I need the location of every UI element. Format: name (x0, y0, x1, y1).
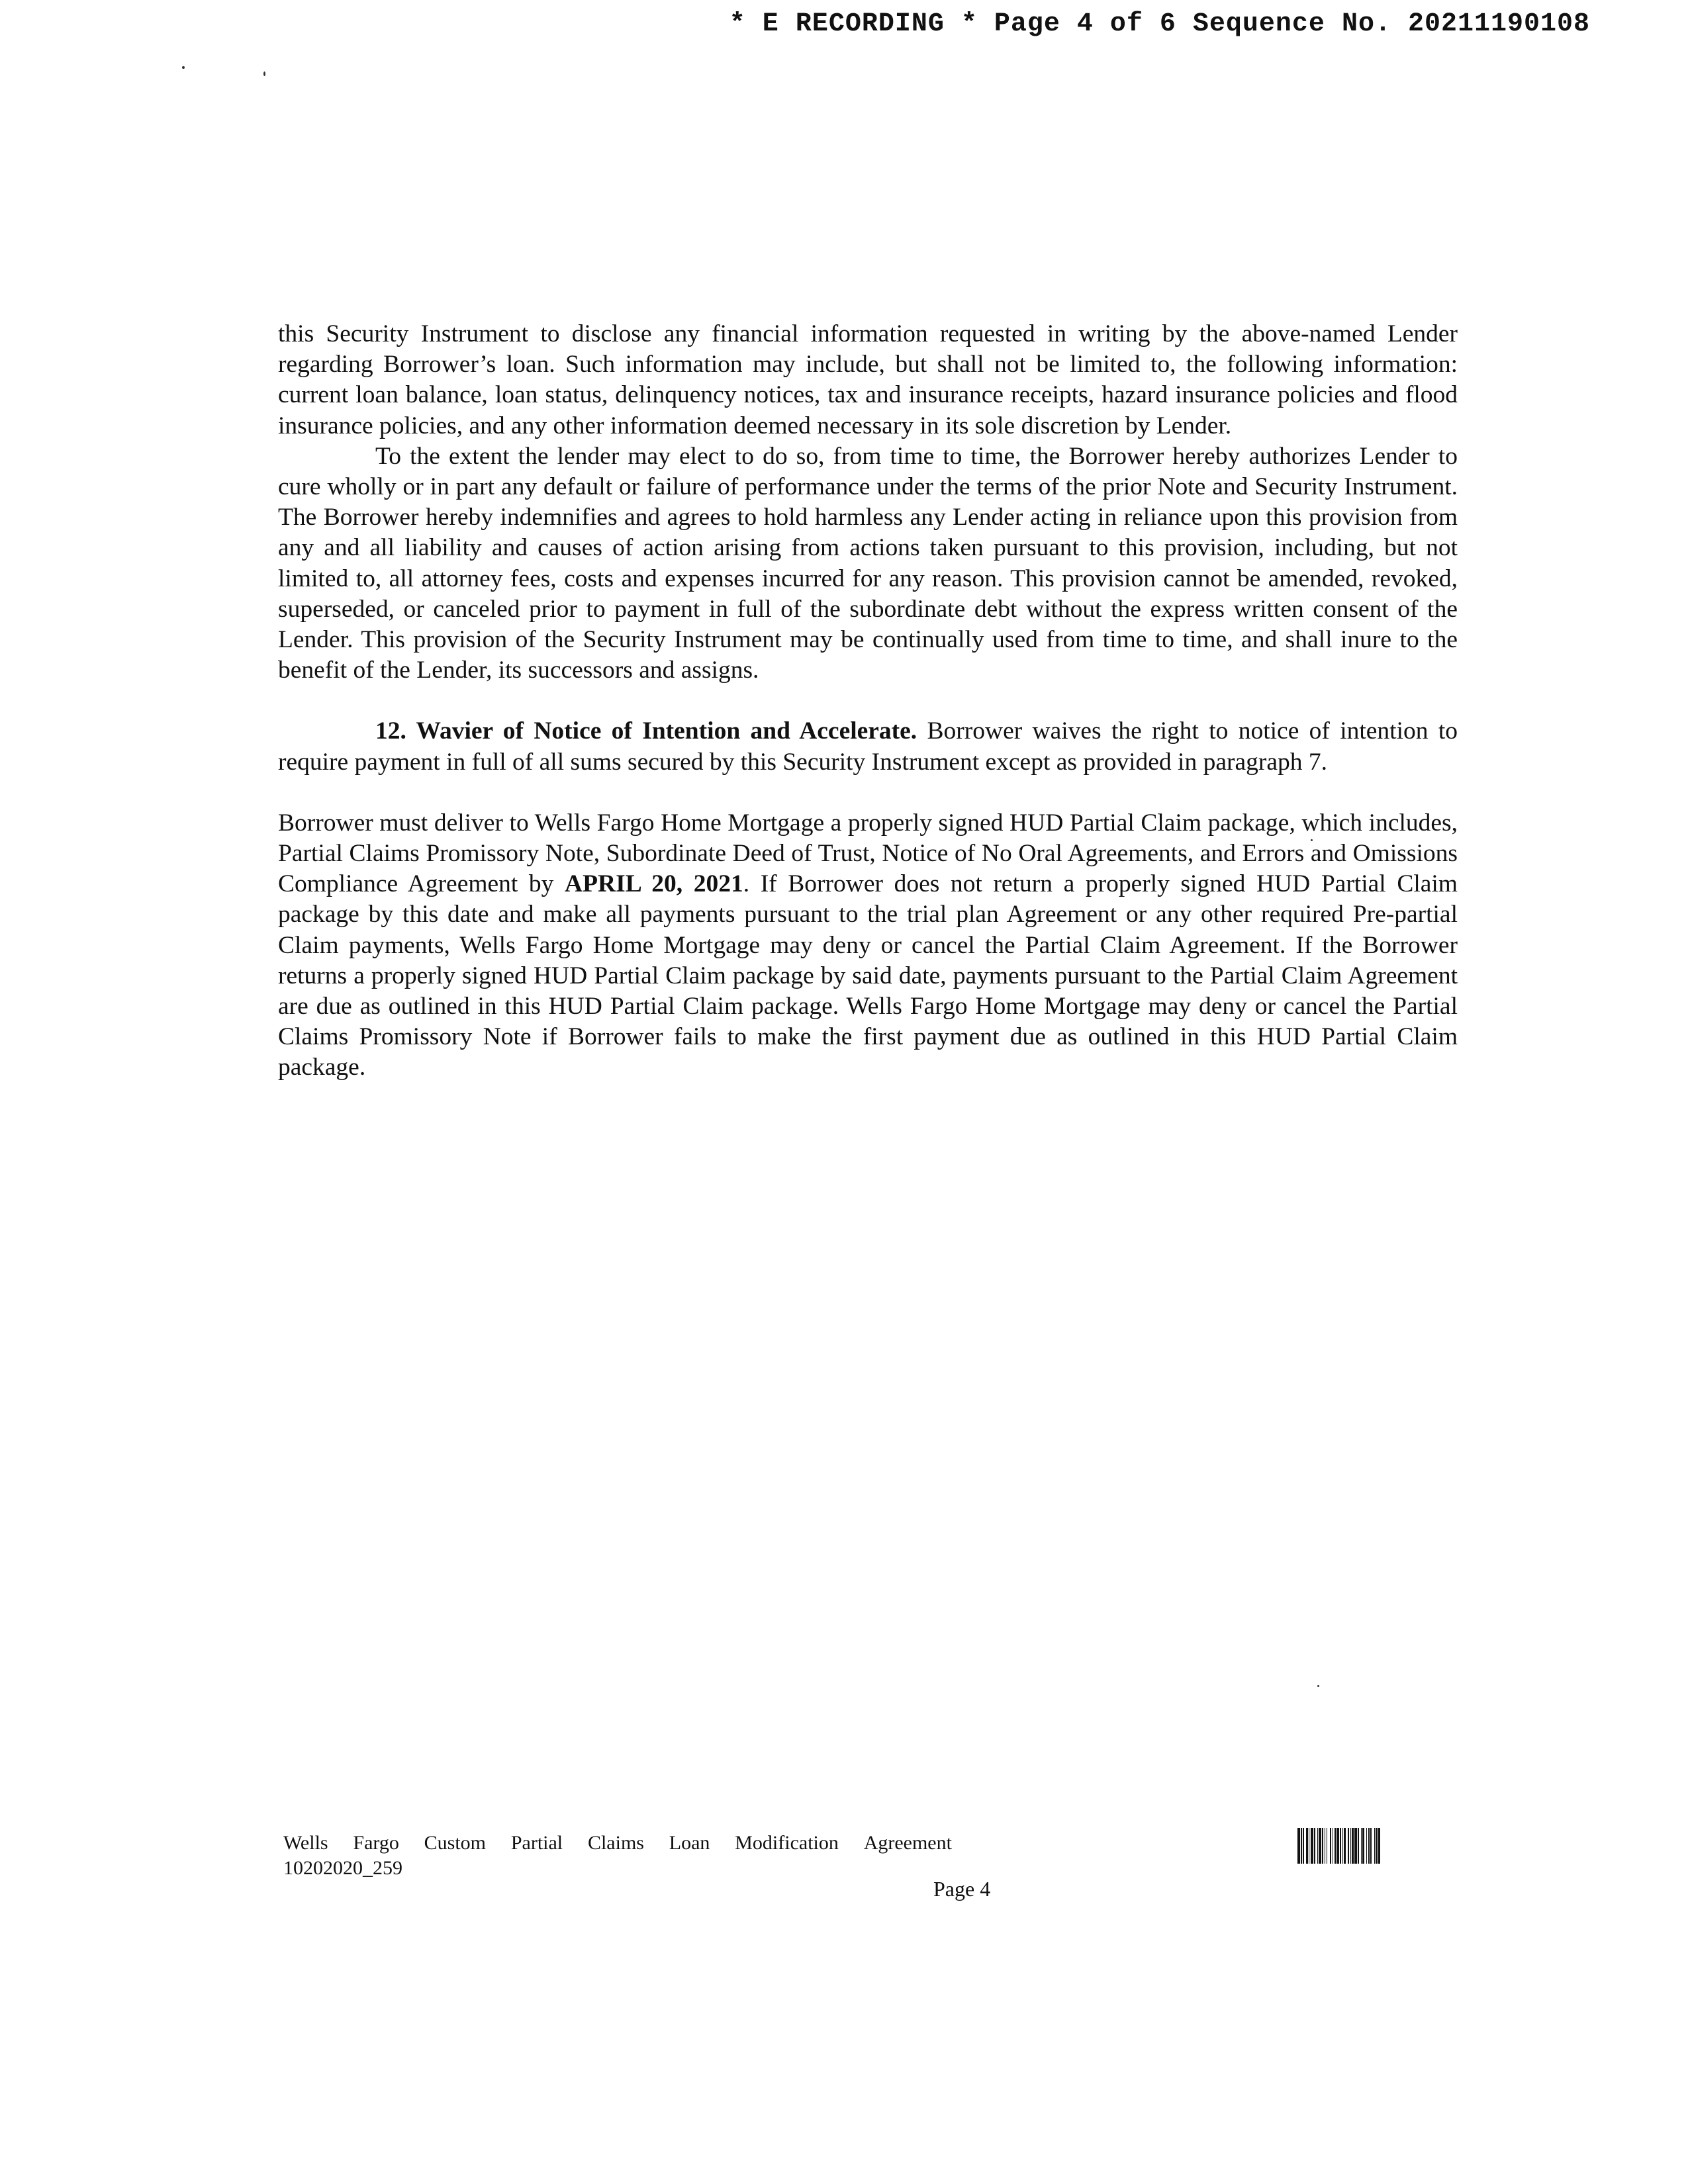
section-12-title: 12. Wavier of Notice of Intention and Accelerate. (375, 717, 917, 745)
recording-header: * E RECORDING * Page 4 of 6 Sequence No. 20211190108 (729, 9, 1590, 39)
document-body (278, 319, 1458, 1083)
footer-form-code: 10202020_259 (283, 1857, 402, 1879)
section-12 (278, 716, 1458, 777)
footer-title-word: Modification (735, 1832, 839, 1854)
spacer (278, 686, 1458, 716)
paragraph-hud-package (278, 808, 1458, 1083)
footer-title-word: Partial (510, 1832, 563, 1854)
footer-title-word: Claims (587, 1832, 644, 1854)
footer-form-title (283, 1831, 952, 1856)
footer-title-word: Custom (424, 1832, 487, 1854)
footer-title-word: Fargo (353, 1832, 399, 1854)
footer-title-word: Loan (669, 1832, 710, 1854)
footer (283, 1831, 952, 1881)
barcode (1297, 1828, 1458, 1864)
paragraph-disclosure: this Security Instrument to disclose any financial information requested in writing by the above-named Lender regarding Borrower’s loan. Such information may include, but shall not be limited to, the following information: current loan balance, loan status, delinquency notices, tax and insurance receipts, hazard insurance policies and flood insurance policies, and any other information deemed necessary in its sole discretion by Lender. (278, 320, 1458, 439)
scan-speck (1317, 1685, 1319, 1687)
deadline-date: APRIL 20, 2021 (565, 870, 743, 898)
hud-text-part1: Borrower must deliver to Wells Fargo Home Mortgage a properly signed HUD Partial Claim package, which includes, Partial Claims Promissory Note, Subordinate Deed of Trust, Notice of No Oral Agreements, and Errors and Omissions Compliance Agreement by (278, 809, 1458, 898)
page-number: Page 4 (933, 1877, 991, 1901)
spacer (278, 778, 1458, 808)
footer-title-word: Agreement (863, 1832, 952, 1854)
barcode-bar (1378, 1828, 1381, 1864)
footer-title-word: Wells (283, 1832, 328, 1854)
hud-text-part2: . If Borrower does not return a properly signed HUD Partial Claim package by this date and make all payments pursuant to the trial plan Agreement or any other required Pre-partial Claim payments, Wells Fargo Home Mortgage may deny or cancel the Partial Claim Agreement. If the Borrower returns a properly signed HUD Partial Claim package by said date, payments pursuant to the Partial Claim Agreement are due as outlined in this HUD Partial Claim package. Wells Fargo Home Mortgage may deny or cancel the Partial Claims Promissory Note if Borrower fails to make the first payment due as outlined in this HUD Partial Claim package. (278, 870, 1458, 1081)
paragraph-cure-authorization: To the extent the lender may elect to do so, from time to time, the Borrower hereby authorizes Lender to cure wholly or in part any default or failure of performance under the terms of the prior Note and Security Instrument. The Borrower hereby indemnifies and agrees to hold harmless any Lender acting in reliance upon this provision from any and all liability and causes of action arising from actions taken pursuant to this provision, including, but not limited to, all attorney fees, costs and expenses incurred for any reason. This provision cannot be amended, revoked, superseded, or canceled prior to payment in full of the subordinate debt without the express written consent of the Lender. This provision of the Security Instrument may be continually used from time to time, and shall inure to the benefit of the Lender, its successors and assigns. (278, 442, 1458, 684)
section-12-text: Borrower waives the right to notice of intention to require payment in full of all sums secured by this Security Instrument except as provided in paragraph 7. (278, 717, 1458, 776)
scan-speck (182, 66, 185, 69)
scan-speck (263, 71, 265, 76)
